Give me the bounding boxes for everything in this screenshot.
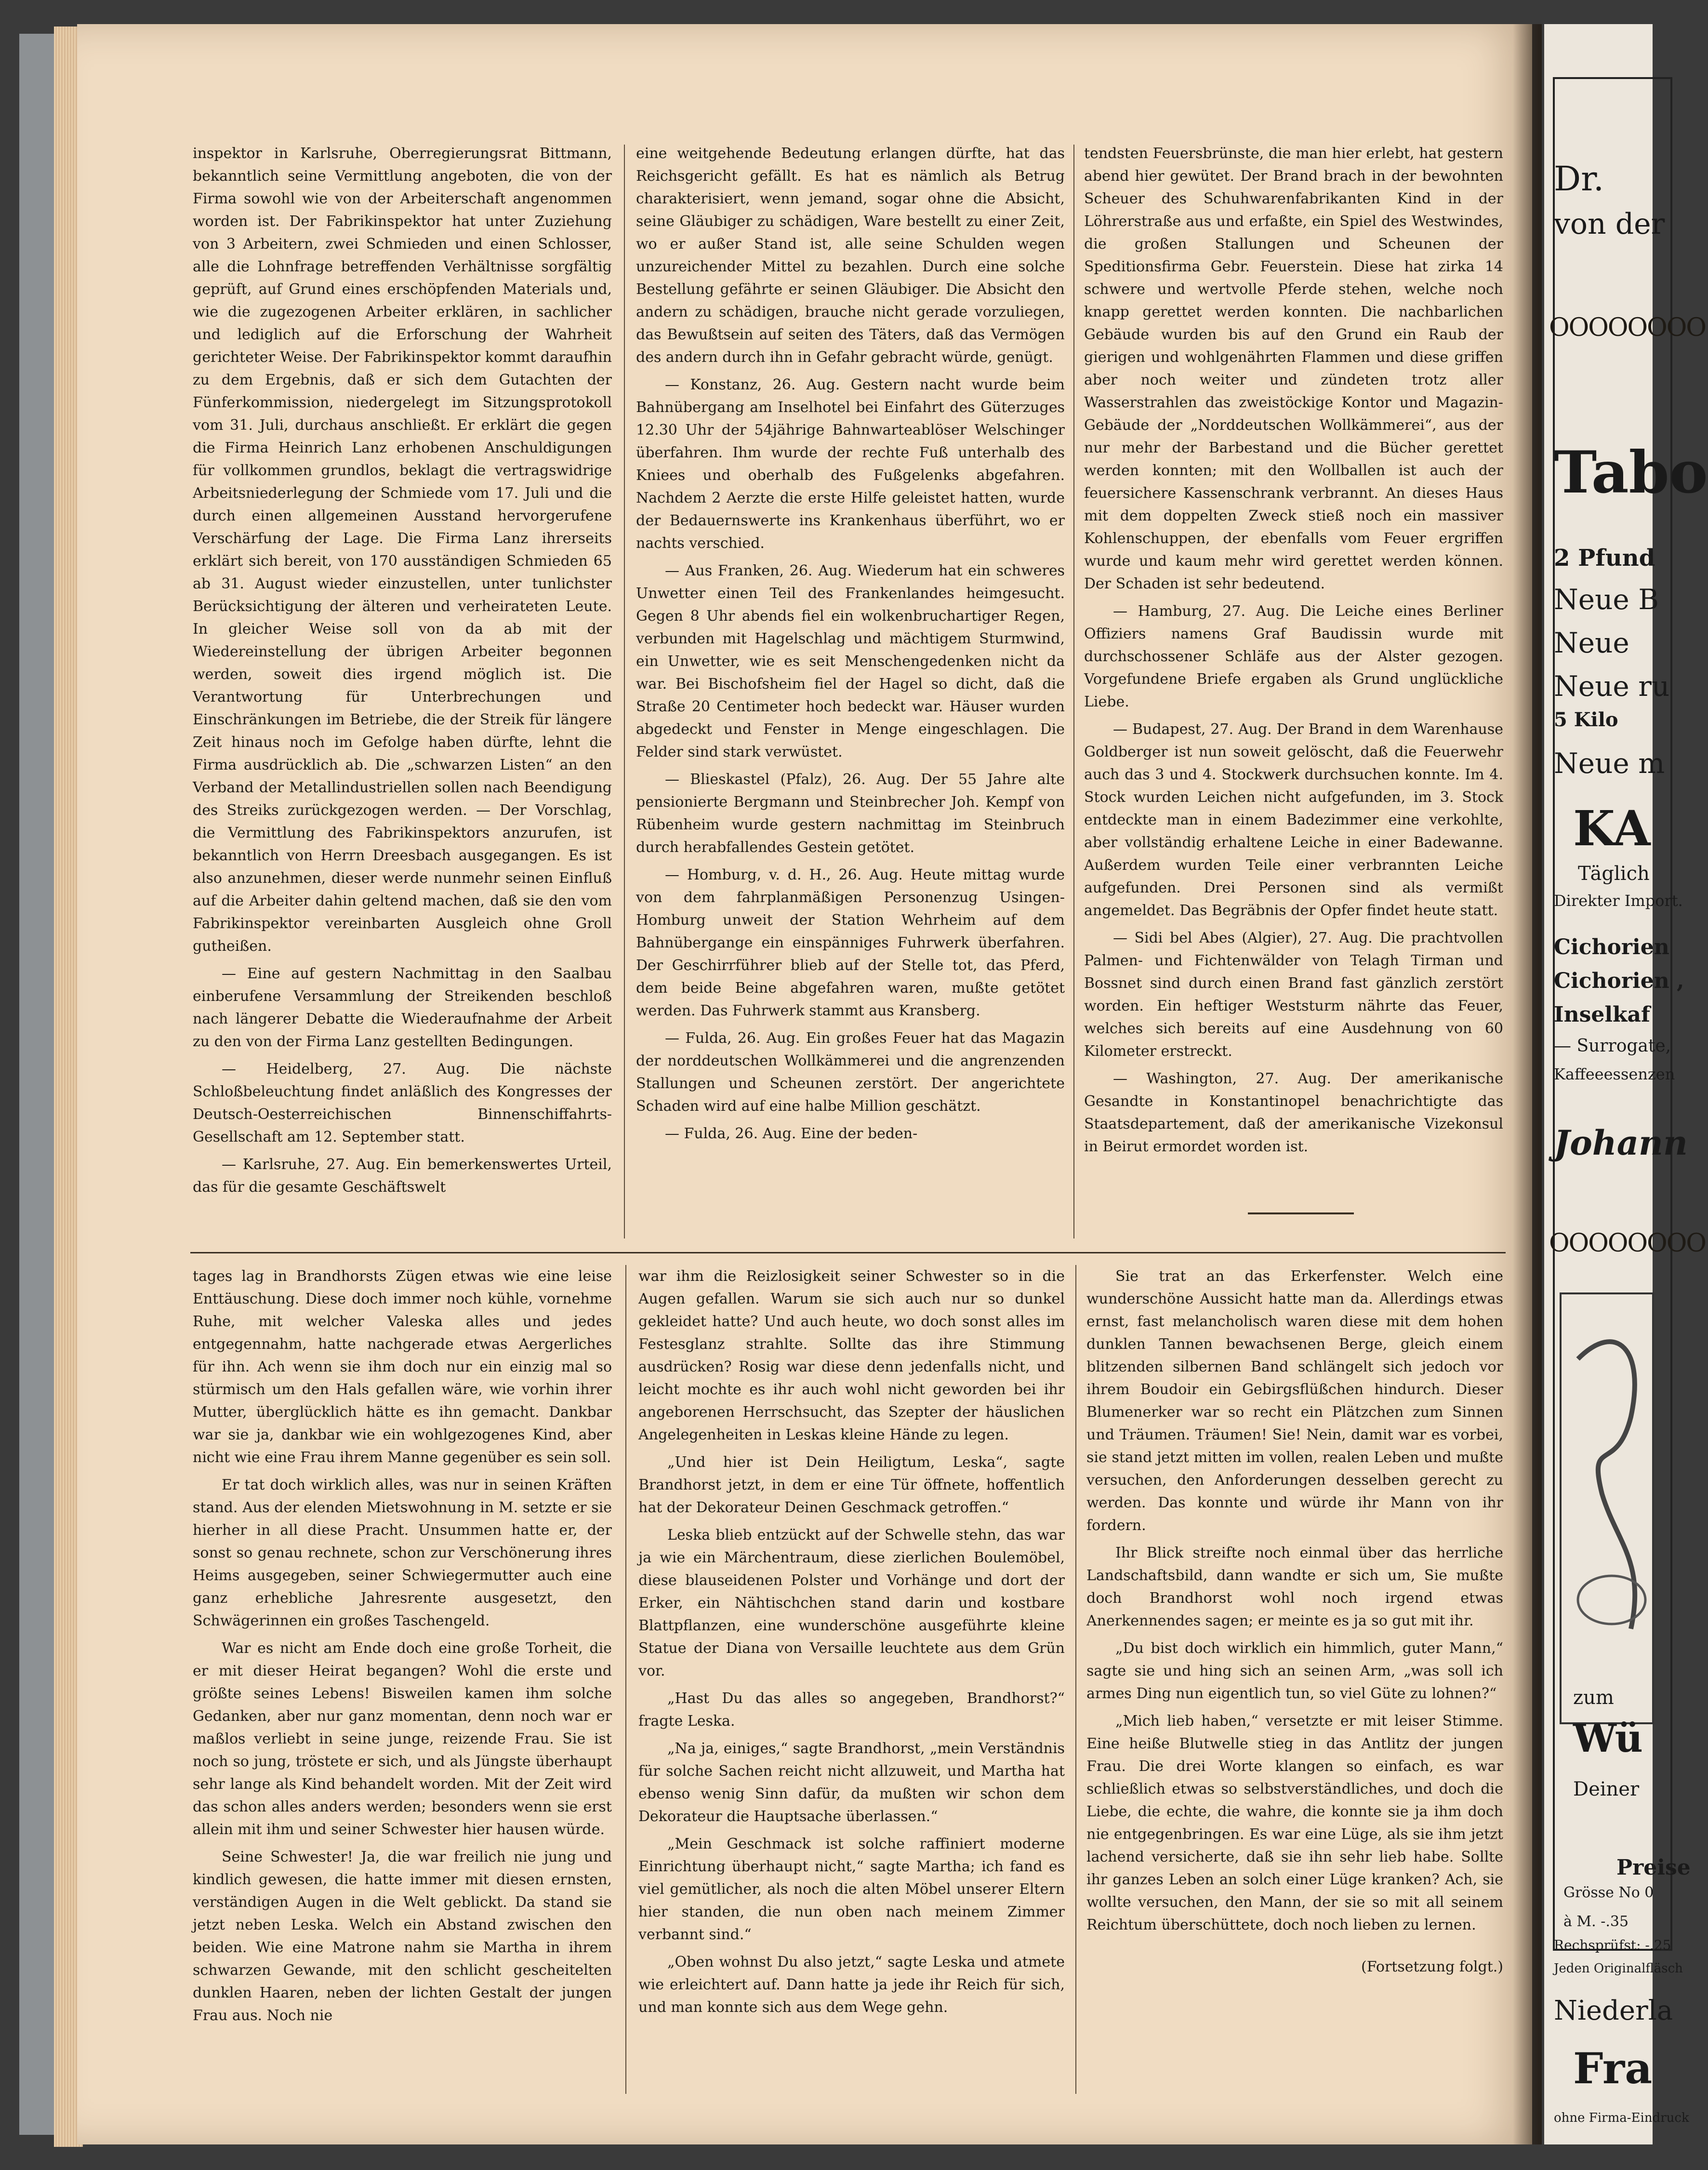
ad-text: Johann: [1554, 1123, 1688, 1163]
paragraph: „Oben wohnst Du also jetzt,“ sagte Leska und atmete wie erleichtert auf. Dann hatte ja jede ihr Reich für sich, und man konnte sich aus dem Wege gehn.: [638, 1954, 1065, 2016]
ad-text: von der: [1554, 207, 1665, 241]
ad-text: Preise: [1616, 1855, 1691, 1880]
paragraph: — Budapest, 27. Aug. Der Brand in dem Warenhause Goldberger ist nun soweit gelöscht, daß die Feuerwehr auch das 3 und 4. Stockwerk durchsuchen konnte. Im 4. Stock wurden Leichen nicht aufgefunden, im 3. Stock entdeckte man in einem Badezimmer eine verkohlte, aber vollständig erhaltene Leiche in einer Badewanne. Außerdem wurden Teile einer verbrannten Leiche aufgefunden. Drei Personen sind als vermißt angemeldet. Das Begräbnis der Opfer findet heute statt.: [1084, 721, 1503, 919]
ad-text: — Surrogate,: [1554, 1036, 1671, 1056]
paragraph: war ihm die Reizlosigkeit seiner Schwester so in die Augen gefallen. Warum sie sich auch nur so dunkel gekleidet hatte? Und auch heute, wo doch sonst alles im Festesglanz strahlte. Sollte das ihre Stimmung ausdrücken? Rosig war diese denn jedenfalls nicht, und leicht mochte es ihr auch wohl nicht geworden bei ihr angeborenen Herrschsucht, das Szepter der häuslichen Angelegenheiten in Leskas kleine Hände zu legen.: [638, 1268, 1065, 1443]
ad-text: Inselkaf: [1554, 1002, 1650, 1027]
column-bottom-3: [1086, 1265, 1503, 1983]
paragraph: Ihr Blick streifte noch einmal über das herrliche Landschaftsbild, dann wandte er sich um, Sie mußte doch Brandhorst wohl noch irgend etwas Anerkennendes sagen; er meinte es ja so gut mit ihr.: [1086, 1544, 1503, 1629]
ad-text: Kaffeeessenzen: [1554, 1065, 1675, 1083]
ad-text: KA: [1573, 800, 1651, 857]
paragraph: — Hamburg, 27. Aug. Die Leiche eines Berliner Offiziers namens Graf Baudissin wurde mit durchschossener Schläfe aus der Alster gezogen. Vorgefundene Briefe ergaben als Grund unglückliche Liebe.: [1084, 603, 1503, 710]
ad-ornament: OOOOOOOO: [1549, 313, 1706, 342]
paragraph: — Konstanz, 26. Aug. Gestern nacht wurde beim Bahnübergang am Inselhotel bei Einfahrt des Güterzuges 12.30 Uhr der 54jährige Bahnwarteablöser Welschinger überfahren. Ihm wurde der rechte Fuß unterhalb des Kniees und oberhalb des Fußgelenks abgefahren. Nachdem 2 Aerzte die erste Hilfe geleistet hatten, wurde der Bedauernswerte ins Krankenhaus überführt, wo er nachts verschied.: [636, 376, 1065, 552]
paragraph: — Fulda, 26. Aug. Eine der beden-: [665, 1125, 918, 1142]
adjacent-page: [1544, 24, 1708, 2144]
paragraph: „Du bist doch wirklich ein himmlich, guter Mann,“ sagte sie und hing sich an seinen Arm, „was soll ich armes Ding nun eigentlich tun, so viel Güte zu lohnen?“: [1086, 1640, 1503, 1702]
column-bottom-2: [638, 1265, 1065, 2024]
ad-text: Dr.: [1554, 159, 1604, 199]
ad-text: Cichorien ,: [1554, 969, 1684, 993]
ad-illustration: [1559, 1291, 1655, 1725]
paragraph: eine weitgehende Bedeutung erlangen dürfte, hat das Reichsgericht gefällt. Es hat es nämlich als Betrug charakterisiert, wenn jemand, sogar ohne die Absicht, seine Gläubiger zu schädigen, Ware bestellt zu einer Zeit, wo er außer Stand ist, alle seine Schulden wegen unzureichender Mittel zu bezahlen. Durch eine solche Bestellung gefährte er seinen Gläubiger. Die Absicht den andern zu schädigen, brauche nicht gerade vorzuliegen, das Bewußtsein auf seiten des Täters, daß das Vermögen des andern durch ihn in Gefahr gebracht würde, genügt.: [636, 145, 1065, 366]
paragraph: tendsten Feuersbrünste, die man hier erlebt, hat gestern abend hier gewütet. Der Brand brach in der bewohnten Scheuer des Schuhwarenfabrikanten Kind in der Löhrerstraße aus und erfaßte, ein Spiel des Westwindes, die großen Stallungen und Scheunen der Speditionsfirma Gebr. Feuerstein. Diese hat zirka 14 schwere und wertvolle Pferde stehen, welche noch knapp gerettet werden konnten. Die nachbarlichen Gebäude wurden bis auf den Grund ein Raub der gierigen und wohlgenährten Flammen und diese griffen aber noch weiter und zündeten trotz aller Wasserstrahlen das zweistöckige Kontor und Magazin-Gebäude der „Norddeutschen Wollkämmerei“, aus der nur mehr der Barbestand und die Bücher gerettet werden konnten; mit den Wollballen ist auch der feuersichere Kassenschrank verbrannt. An dieses Haus mit dem doppelten Zweck stieß noch ein massiver Kohlenschuppen, der ebenfalls vom Feuer ergriffen wurde und kaum mehr wird gerettet werden können. Der Schaden ist sehr bedeutend.: [1084, 145, 1503, 592]
column-rule: [624, 145, 625, 1238]
column-rule: [1073, 145, 1074, 1238]
ad-text: Neue B: [1554, 583, 1659, 616]
column-top-2: [636, 142, 1065, 1150]
paragraph: Sie trat an das Erkerfenster. Welch eine wunderschöne Aussicht hatte man da. Allerdings etwas ernst, fast melancholisch waren diese mit dem hohen dunklen Tannen bewachsenen Berge, gleich einem blitzenden silbernen Band schlängelt sich jedoch vor ihrem Boudoir ein Gebirgsflüßchen hindurch. Dieser Blumenerker war so recht ein Plätzchen zum Sinnen und Träumen. Träumen! Sie! Nein, damit war es vorbei, sie stand jetzt mitten im vollen, realen Leben und mußte versuchen, den Anforderungen desselben gerecht zu werden. Das konnte und würde ihr Mann von ihr fordern.: [1086, 1268, 1503, 1534]
paragraph: „Hast Du das alles so angegeben, Brandhorst?“ fragte Leska.: [638, 1690, 1065, 1730]
ad-text: Rechsprüfst: -.25: [1554, 1937, 1671, 1953]
paragraph: — Washington, 27. Aug. Der amerikanische Gesandte in Konstantinopel benachrichtigte das Staatsdepartement, daß der amerikanische Vizekonsul in Beirut ermordet worden ist.: [1084, 1070, 1503, 1155]
paragraph: „Na ja, einiges,“ sagte Brandhorst, „mein Verständnis für solche Sachen reicht nicht allzuweit, und Martha hat ebenso wenig Sinn dafür, da mußten wir schon dem Dekorateur die Hauptsache überlassen.“: [638, 1740, 1065, 1825]
paragraph: — Fulda, 26. Aug. Ein großes Feuer hat das Magazin der norddeutschen Wollkämmerei und die angrenzenden Stallungen und Scheunen zerstört. Der angerichtete Schaden wird auf eine halbe Million geschätzt.: [636, 1030, 1065, 1115]
column-rule: [625, 1265, 626, 2094]
section-end-rule: [1248, 1212, 1354, 1214]
paragraph: — Karlsruhe, 27. Aug. Ein bemerkenswertes Urteil, das für die gesamte Geschäftswelt: [193, 1156, 612, 1196]
ad-text: 5 Kilo: [1554, 708, 1618, 731]
ad-text: Tabo: [1554, 439, 1708, 506]
ad-text: Deiner: [1573, 1778, 1640, 1800]
ad-text: zum: [1573, 1687, 1614, 1709]
ad-text: à M. -.35: [1563, 1913, 1629, 1930]
ad-text: Direkter Import.: [1554, 892, 1683, 910]
paragraph: Seine Schwester! Ja, die war freilich nie jung und kindlich gewesen, die hatte immer mit diesen ernsten, verständigen Augen in die Welt geblickt. Da stand sie jetzt neben Leska. Welch ein Abstand zwischen den beiden. Wie eine Matrone nahm sie Martha in ihrem schwarzen Gewande, mit den schlicht gescheitelten dunklen Haaren, neben der lichten Gestalt der jungen Frau aus. Noch nie: [193, 1849, 612, 2024]
ad-text: Niederla: [1554, 1995, 1673, 2026]
paragraph: War es nicht am Ende doch eine große Torheit, die er mit dieser Heirat begangen? Wohl die erste und größte seines Lebens! Bisweilen kamen ihm solche Gedanken, aber nur ganz momentan, denn noch war er maßlos verliebt in seine junge, reizende Frau. Sie ist noch so jung, tröstete er sich, und als Jüngste überhaupt sehr lange als Kind behandelt worden. Mit der Zeit wird das schon alles anders werden; besonders wenn sie erst allein mit ihm und seiner Schwester hier hausen würde.: [193, 1640, 612, 1838]
ad-text: Neue: [1554, 626, 1629, 659]
paragraph: „Und hier ist Dein Heiligtum, Leska“, sagte Brandhorst jetzt, in dem er eine Tür öffnete, hoffentlich hat der Dekorateur Deinen Geschmack getroffen.“: [638, 1454, 1065, 1516]
ad-text: ohne Firma-Eindruck: [1554, 2111, 1689, 2125]
column-top-1: [193, 142, 612, 1203]
paragraph: — Heidelberg, 27. Aug. Die nächste Schloßbeleuchtung findet anläßlich des Kongresses der Deutsch-Oesterreichischen Binnenschiffahrts-Gesellschaft am 12. September statt.: [193, 1061, 612, 1145]
paragraph: — Blieskastel (Pfalz), 26. Aug. Der 55 Jahre alte pensionierte Bergmann und Steinbrecher Joh. Kempf von Rübenheim wurde gestern nachmittag im Steinbruch durch herabfallendes Gestein getötet.: [636, 771, 1065, 856]
ad-text: Neue m: [1554, 747, 1665, 780]
gutter-shadow: [1513, 24, 1542, 2144]
ad-text: Cichorien: [1554, 935, 1669, 959]
paragraph: „Mich lieb haben,“ versetzte er mit leiser Stimme. Eine heiße Blutwelle stieg in das Antlitz der jungen Frau. Die drei Worte klangen so einfach, es war schließlich etwas so selbstverständliches, und doch die Liebe, die echte, die wahre, die konnte sie ja ihm doch nie entgegenbringen. Es war eine Lüge, als sie ihm jetzt lachend versicherte, daß sie ihn sehr lieb habe. Sollte ihr ganzes Leben an solch einer Lüge kranken? Ach, sie wollte versuchen, den Mann, der sie so mit all seinem Reichtum überschüttete, doch noch lieben zu lernen.: [1086, 1713, 1503, 1933]
paragraph: — Homburg, v. d. H., 26. Aug. Heute mittag wurde von dem fahrplanmäßigen Personenzug Usingen-Homburg unweit der Station Wehrheim auf dem Bahnübergange ein einspänniges Fuhrwerk überfahren. Der Geschirrführer blieb auf der Stelle tot, das Pferd, dem beide Beine abgefahren waren, mußte getötet werden. Das Fuhrwerk stammt aus Kransberg.: [636, 866, 1065, 1019]
ad-text: Neue ru: [1554, 670, 1670, 703]
column-rule: [1075, 1265, 1076, 2094]
column-top-3: [1084, 142, 1503, 1163]
ad-text: Grösse No 0: [1563, 1884, 1654, 1901]
ad-text: Wü: [1573, 1716, 1643, 1761]
ad-ornament: OOOOOOOO: [1549, 1229, 1706, 1258]
paragraph: — Sidi bel Abes (Algier), 27. Aug. Die prachtvollen Palmen- und Fichtenwälder von Telagh Tirman und Bossnet sind durch einen Brand fast gänzlich zerstört worden. Ein heftiger Weststurm nährte das Feuer, welches sich bereits auf eine Ausdehnung von 60 Kilometer erstreckt.: [1084, 930, 1503, 1060]
continuation-note: (Fortsetzung folgt.): [1361, 1958, 1503, 1975]
paragraph: Er tat doch wirklich alles, was nur in seinen Kräften stand. Aus der elenden Mietswohnung in M. setzte er sie hierher in all diese Pracht. Unsummen hatte er, der sonst so genau rechnete, schon zur Verschönerung ihres Heims ausgegeben, seiner Schwiegermutter auch eine ganz erhebliche Jahresrente ausgesetzt, den Schwägerinnen ein großes Taschengeld.: [193, 1477, 612, 1629]
paragraph: — Aus Franken, 26. Aug. Wiederum hat ein schweres Unwetter einen Teil des Frankenlandes heimgesucht. Gegen 8 Uhr abends fiel ein wolkenbruchartiger Regen, verbunden mit Hagelschlag und mächtigem Sturmwind, ein Unwetter, wie es seit Menschengedenken nicht da war. Bei Bischofsheim fiel der Hagel so dicht, daß die Straße 20 Centimeter hoch bedeckt war. Häuser wurden abgedeckt und Fenster in Menge eingeschlagen. Die Felder sind stark verwüstet.: [636, 562, 1065, 760]
ad-text: 2 Pfund: [1554, 545, 1655, 572]
paragraph: „Mein Geschmack ist solche raffiniert moderne Einrichtung überhaupt nicht,“ sagte Martha; ich fand es viel gemütlicher, als noch die alten Möbel unserer Eltern hier standen, die nun oben nach meinem Zimmer verbannt sind.“: [638, 1836, 1065, 1943]
feuilleton-divider: [190, 1252, 1506, 1253]
paragraph: — Eine auf gestern Nachmittag in den Saalbau einberufene Versammlung der Streikenden beschloß nach längerer Debatte die Wiederaufnahme der Arbeit zu den von der Firma Lanz gestellten Bedingungen.: [193, 965, 612, 1050]
paragraph: inspektor in Karlsruhe, Oberregierungsrat Bittmann, bekanntlich seine Vermittlung angeboten, die von der Firma sowohl wie von der Arbeiterschaft angenommen worden ist. Der Fabrikinspektor hat unter Zuziehung von 3 Arbeitern, zwei Schmieden und einen Schlosser, alle die Lohnfrage betreffenden Verhältnisse sorgfältig geprüft, auf Grund eines erschöpfenden Materials und, wie die zugezogenen Arbeiter erklären, in sachlicher und lediglich auf die Erforschung der Wahrheit gerichteter Weise. Der Fabrikinspektor kommt daraufhin zu dem Ergebnis, daß er sich dem Gutachten der Fünferkommission, niedergelegt im Sitzungsprotokoll vom 31. Juli, durchaus anschließt. Er erklärt die gegen die Firma Heinrich Lanz erhobenen Anschuldigungen für vollkommen grundlos, beklagt die vertragswidrige Arbeitsniederlegung der Schmiede vom 17. Juli und die durch einen allgemeinen Ausstand hervorgerufene Verschärfung der Lage. Die Firma Lanz ihrerseits erklärt sich bereit, von 170 ausständigen Schmieden 65 ab 31. August wieder einzustellen, unter tunlichster Berücksichtigung der älteren und verheirateten Leute. In gleicher Weise soll von da ab mit der Wiedereinstellung der übrigen Arbeiter begonnen werden, soweit dies irgend möglich ist. Die Verantwortung für Unterbrechungen und Einschränkungen im Betriebe, die der Streik für längere Zeit hinaus noch im Gefolge haben dürfte, lehnt die Firma ausdrücklich ab. Die „schwarzen Listen“ an den Verband der Metallindustriellen sollen nach Beendigung des Streiks zurückgezogen werden. — Der Vorschlag, die Vermittlung des Fabrikinspektors anzurufen, ist bekanntlich von Herrn Dreesbach ausgegangen. Es ist also anzunehmen, dieser werde nunmehr seinen Einfluß auf die Arbeiter dahin geltend machen, daß sie den vom Fabrikinspektor vereinbarten Ausgleich ohne Groll gutheißen.: [193, 145, 612, 955]
ad-text: Täglich: [1578, 863, 1650, 885]
column-bottom-1: [193, 1265, 612, 2032]
ad-text: Fra: [1573, 2043, 1653, 2093]
ad-text: Jeden Originalfläsch: [1554, 1961, 1683, 1976]
paragraph: tages lag in Brandhorsts Zügen etwas wie eine leise Enttäuschung. Diese doch immer noch kühle, vornehme Ruhe, mit welcher Valeska alles und jedes entgegennahm, hatte nachgerade etwas Aergerliches für ihn. Ach wenn sie ihm doch nur ein einzig mal so stürmisch um den Hals gefallen wäre, wie vorhin ihrer Mutter, überglücklich hätte es ihn gemacht. Dankbar war sie ja, dankbar wie ein wohlgezogenes Kind, aber nicht wie eine Frau ihrem Manne gegenüber es sein soll.: [193, 1268, 612, 1466]
paragraph: Leska blieb entzückt auf der Schwelle stehn, das war ja wie ein Märchentraum, diese zierlichen Boulemöbel, diese blauseidenen Polster und Vorhänge und dort der Erker, ein Nähtischchen stand darin und kostbare Blattpflanzen, eine wunderschöne ausgeführte kleine Statue der Diana von Versaille leuchtete aus dem Grün vor.: [638, 1527, 1065, 1679]
